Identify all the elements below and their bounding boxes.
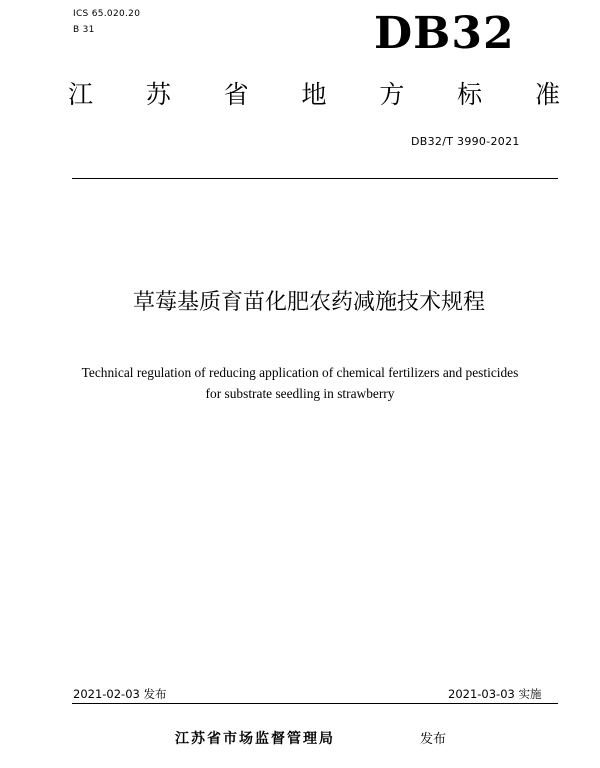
chinese-title	[0, 286, 600, 320]
standard-type-char: 江	[68, 80, 94, 109]
top-divider	[72, 178, 558, 179]
standard-type-char: 省	[223, 80, 249, 109]
standard-type-char: 方	[379, 80, 405, 109]
english-title-line1: Technical regulation of reducing application of chemical fertilizers and pesticides	[81, 365, 519, 380]
english-title-line2: for substrate seedling in strawberry	[205, 386, 395, 401]
standard-type-char: 准	[534, 80, 560, 109]
bottom-divider	[72, 703, 558, 704]
standard-number: DB32/T 3990-2021	[411, 135, 520, 148]
standard-type-char: 地	[301, 80, 327, 109]
standard-type-char: 苏	[145, 80, 171, 109]
ics-code: ICS 65.020.20	[73, 9, 141, 19]
ccs-code: B 31	[73, 25, 95, 35]
standard-type-char: 标	[457, 80, 483, 109]
english-title	[0, 362, 600, 404]
issuing-authority: 江苏省市场监督管理局	[175, 731, 335, 747]
issue-word: 发布	[420, 732, 447, 747]
chinese-title-text: 草莓基质育苗化肥农药减施技术规程	[132, 290, 485, 315]
db-mark: DB32	[374, 8, 515, 59]
implementation-date: 2021-03-03 实施	[448, 687, 542, 701]
issue-date: 2021-02-03 发布	[73, 687, 167, 701]
standard-type-heading	[68, 78, 560, 112]
